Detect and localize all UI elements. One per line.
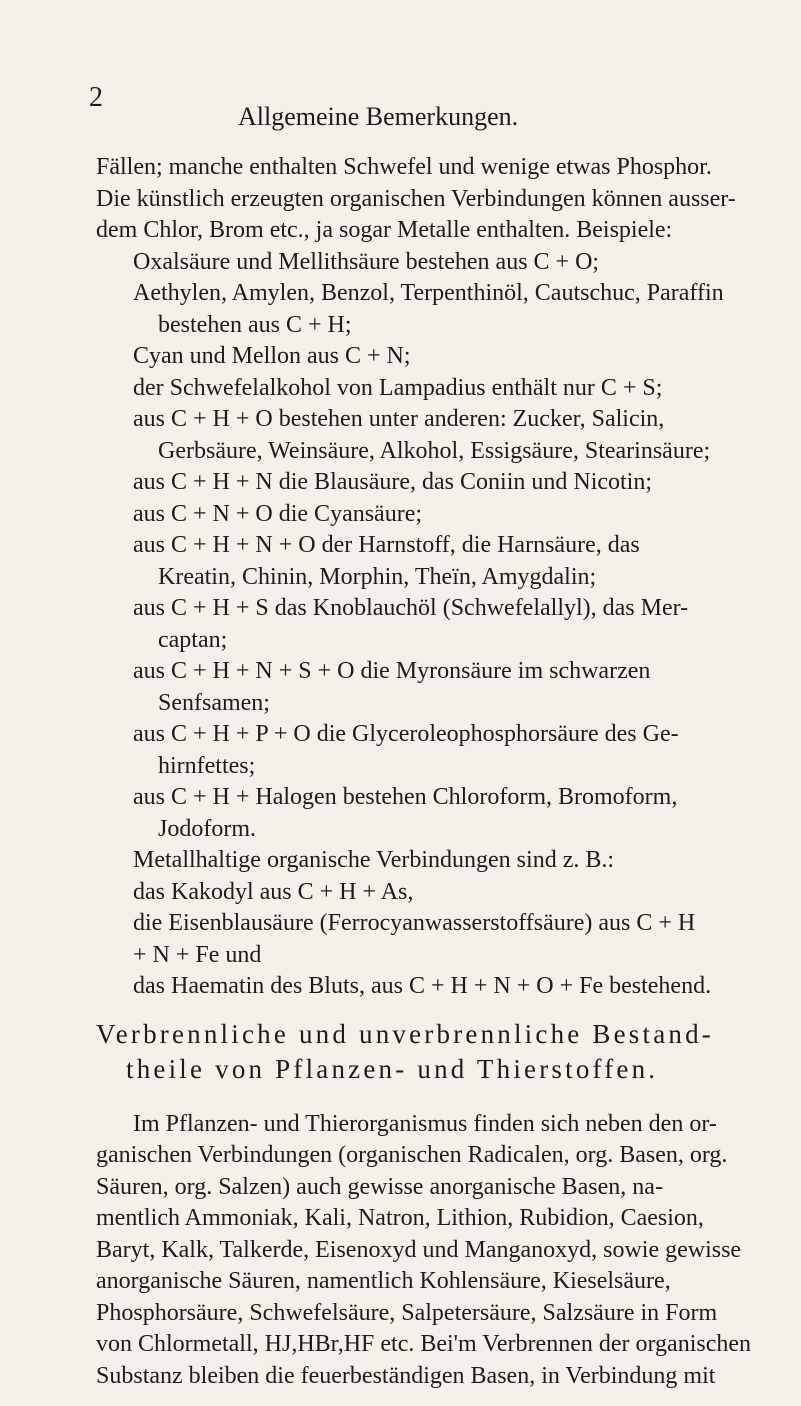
example-line: aus C + H + N + S + O die Myronsäure im schwarzen: [133, 658, 651, 684]
example-line: das Kakodyl aus C + H + As,: [133, 878, 414, 905]
text-line: dem Chlor, Brom etc., ja sogar Metalle enthalten. Beispiele:: [96, 217, 673, 243]
page-number: 2: [89, 82, 103, 113]
example-line: hirnfettes;: [158, 752, 256, 779]
example-line: aus C + H + Halogen bestehen Chloroform, Bromoform,: [133, 784, 678, 810]
example-line: aus C + H + O bestehen unter anderen: Zucker, Salicin,: [133, 406, 665, 432]
example-line: Oxalsäure und Mellithsäure bestehen aus C + O;: [133, 248, 600, 275]
example-line: bestehen aus C + H;: [158, 311, 352, 338]
text-line: anorganische Säuren, namentlich Kohlensäure, Kieselsäure,: [96, 1268, 671, 1294]
example-line: Kreatin, Chinin, Morphin, Theïn, Amygdalin;: [158, 563, 597, 590]
page-header: [0, 82, 801, 136]
section-heading: [96, 1017, 786, 1087]
text-line: von Chlormetall, HJ,HBr,HF etc. Bei'm Verbrennen der organischen: [96, 1331, 752, 1357]
paragraph-intro: [96, 152, 786, 247]
text-line: Säuren, org. Salzen) auch gewisse anorganische Basen, na-: [96, 1173, 663, 1200]
example-line: Cyan und Mellon aus C + N;: [133, 343, 411, 369]
section-heading-line: theile von Pflanzen- und Thierstoffen.: [126, 1053, 659, 1084]
text-line: Fällen; manche enthalten Schwefel und wenige etwas Phosphor.: [96, 154, 712, 180]
text-line: mentlich Ammoniak, Kali, Natron, Lithion, Rubidion, Caesion,: [96, 1205, 704, 1231]
text-line: Im Pflanzen- und Thierorganismus finden sich neben den or-: [133, 1110, 717, 1137]
text-line: Die künstlich erzeugten organischen Verbindungen können ausser-: [96, 185, 736, 212]
text-line: Baryt, Kalk, Talkerde, Eisenoxyd und Manganoxyd, sowie gewisse: [96, 1236, 742, 1263]
example-line: aus C + H + N + O der Harnstoff, die Harnsäure, das: [133, 532, 640, 558]
example-line: aus C + N + O die Cyansäure;: [133, 500, 423, 527]
section-heading-line: Verbrennliche und unverbrennliche Bestand-: [96, 1018, 714, 1049]
example-line: Metallhaltige organische Verbindungen sind z. B.:: [133, 847, 615, 873]
example-line: Gerbsäure, Weinsäure, Alkohol, Essigsäure, Stearinsäure;: [158, 437, 711, 464]
example-line: Aethylen, Amylen, Benzol, Terpenthinöl, Cautschuc, Paraffin: [133, 280, 724, 306]
example-line: Jodoform.: [158, 815, 256, 842]
text-line: ganischen Verbindungen (organischen Radicalen, org. Basen, org.: [96, 1142, 728, 1168]
text-line: Phosphorsäure, Schwefelsäure, Salpetersäure, Salzsäure in Form: [96, 1299, 718, 1326]
example-line: aus C + H + N die Blausäure, das Coniin und Nicotin;: [133, 469, 653, 495]
example-line: aus C + H + P + O die Glyceroleophosphorsäure des Ge-: [133, 721, 679, 747]
example-line: Senfsamen;: [158, 689, 270, 716]
example-line: die Eisenblausäure (Ferrocyanwasserstoffsäure) aus C + H: [133, 910, 696, 936]
example-line: captan;: [158, 626, 228, 653]
example-line: der Schwefelalkohol von Lampadius enthält nur C + S;: [133, 374, 663, 401]
running-head: Allgemeine Bemerkungen.: [238, 102, 519, 131]
text-line: Substanz bleiben die feuerbeständigen Basen, in Verbindung mit: [96, 1362, 716, 1389]
examples-list: [96, 247, 786, 1003]
example-line: das Haematin des Bluts, aus C + H + N + O + Fe bestehend.: [133, 973, 712, 999]
paragraph-constituents: [96, 1109, 786, 1393]
example-line: aus C + H + S das Knoblauchöl (Schwefelallyl), das Mer-: [133, 595, 689, 621]
example-line: + N + Fe und: [133, 941, 262, 968]
page-body: [96, 152, 786, 1392]
